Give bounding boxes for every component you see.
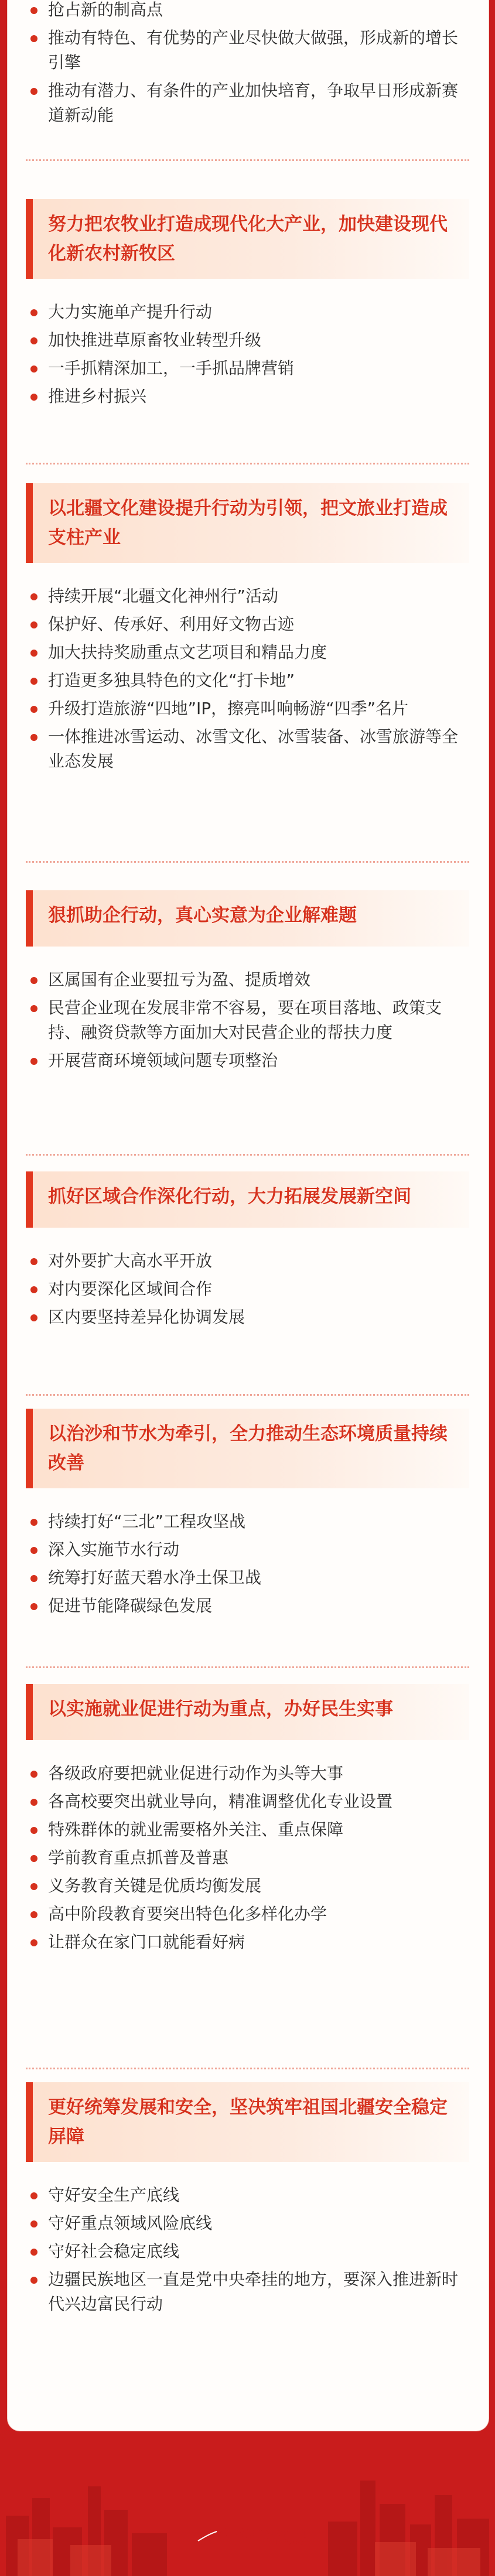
- section-regional-cooperation: [26, 1171, 469, 1333]
- list-item: 特殊群体的就业需要格外关注、重点保障: [26, 1817, 469, 1842]
- list-item: 抢占新的制高点: [26, 0, 469, 22]
- list-item: 打造更多独具特色的文化“打卡地”: [26, 668, 469, 693]
- section-banner: [26, 1684, 469, 1740]
- section-title: 以北疆文化建设提升行动为引领，把文旅业打造成支柱产业: [48, 498, 448, 548]
- list-item: 民营企业现在发展非常不容易，要在项目落地、政策支持、融资贷款等方面加大对民营企业的帮扶力度: [26, 996, 469, 1045]
- list-item: 持续打好“三北”工程攻坚战: [26, 1509, 469, 1534]
- section-divider: [26, 1154, 469, 1156]
- brand-logo: [190, 2522, 308, 2549]
- brand-name: 奔腾融媒: [233, 2527, 308, 2548]
- section-divider: [26, 159, 469, 161]
- list-item: 对内要深化区域间合作: [26, 1277, 469, 1301]
- section-divider: [26, 463, 469, 464]
- section-banner: [26, 1409, 469, 1488]
- list-item: 一手抓精深加工，一手抓品牌营销: [26, 356, 469, 381]
- section-divider: [26, 861, 469, 863]
- list-item: 学前教育重点抓普及普惠: [26, 1846, 469, 1870]
- list-item: 边疆民族地区一直是党中央牵挂的地方，要深入推进新时代兴边富民行动: [26, 2267, 469, 2317]
- section-divider: [26, 1666, 469, 1668]
- list-item: 推进乡村振兴: [26, 384, 469, 409]
- section-ecology: [26, 1409, 469, 1622]
- list-item: 一体推进冰雪运动、冰雪文化、冰雪装备、冰雪旅游等全业态发展: [26, 725, 469, 774]
- list-item: 持续开展“北疆文化神州行”活动: [26, 584, 469, 609]
- list-item: 开展营商环境领域问题专项整治: [26, 1048, 469, 1073]
- list-item: 高中阶段教育要突出特色化多样化办学: [26, 1902, 469, 1926]
- section-banner: [26, 1171, 469, 1228]
- section-title: 更好统筹发展和安全，坚决筑牢祖国北疆安全稳定屏障: [48, 2097, 448, 2147]
- section-title: 抓好区域合作深化行动，大力拓展发展新空间: [48, 1186, 411, 1207]
- list-item: 区内要坚持差异化协调发展: [26, 1305, 469, 1330]
- section-agriculture: [26, 199, 469, 412]
- intro-section: [26, 0, 469, 131]
- list-item: 对外要扩大高水平开放: [26, 1249, 469, 1273]
- section-divider: [26, 2068, 469, 2069]
- list-item: 保护好、传承好、利用好文物古迹: [26, 612, 469, 637]
- section-banner: [26, 2082, 469, 2162]
- list-item: 促进节能降碳绿色发展: [26, 1594, 469, 1618]
- section-title: 努力把农牧业打造成现代化大产业，加快建设现代化新农村新牧区: [48, 214, 448, 264]
- section-employment: [26, 1684, 469, 1958]
- section-banner: [26, 890, 469, 947]
- list-item: 守好重点领域风险底线: [26, 2211, 469, 2236]
- list-item: 各级政府要把就业促进行动作为头等大事: [26, 1761, 469, 1786]
- section-culture-tourism: [26, 483, 469, 777]
- section-divider: [26, 1394, 469, 1396]
- city-skyline-illustration: [0, 2463, 495, 2576]
- section-security: [26, 2082, 469, 2320]
- list-item: 让群众在家门口就能看好病: [26, 1930, 469, 1955]
- list-item: 加快推进草原畜牧业转型升级: [26, 328, 469, 353]
- section-banner: [26, 483, 469, 563]
- section-banner: [26, 199, 469, 279]
- list-item: 区属国有企业要扭亏为盈、提质增效: [26, 968, 469, 992]
- list-item: 升级打造旅游“四地”IP，擦亮叫响畅游“四季”名片: [26, 696, 469, 721]
- section-title: 以治沙和节水为牵引，全力推动生态环境质量持续改善: [48, 1423, 448, 1474]
- list-item: 推动有潜力、有条件的产业加快培育，争取早日形成新赛道新动能: [26, 78, 469, 128]
- list-item: 守好安全生产底线: [26, 2183, 469, 2208]
- section-enterprise: [26, 890, 469, 1077]
- list-item: 深入实施节水行动: [26, 1538, 469, 1562]
- list-item: 统筹打好蓝天碧水净土保卫战: [26, 1566, 469, 1590]
- list-item: 推动有特色、有优势的产业尽快做大做强，形成新的增长引擎: [26, 26, 469, 75]
- list-item: 大力实施单产提升行动: [26, 300, 469, 324]
- horse-logo-icon: [190, 2522, 231, 2549]
- list-item: 加大扶持奖励重点文艺项目和精品力度: [26, 640, 469, 665]
- list-item: 各高校要突出就业导向，精准调整优化专业设置: [26, 1789, 469, 1814]
- section-title: 以实施就业促进行动为重点，办好民生实事: [48, 1699, 393, 1720]
- list-item: 守好社会稳定底线: [26, 2239, 469, 2264]
- list-item: 义务教育关键是优质均衡发展: [26, 1874, 469, 1898]
- section-title: 狠抓助企行动，真心实意为企业解难题: [48, 905, 357, 926]
